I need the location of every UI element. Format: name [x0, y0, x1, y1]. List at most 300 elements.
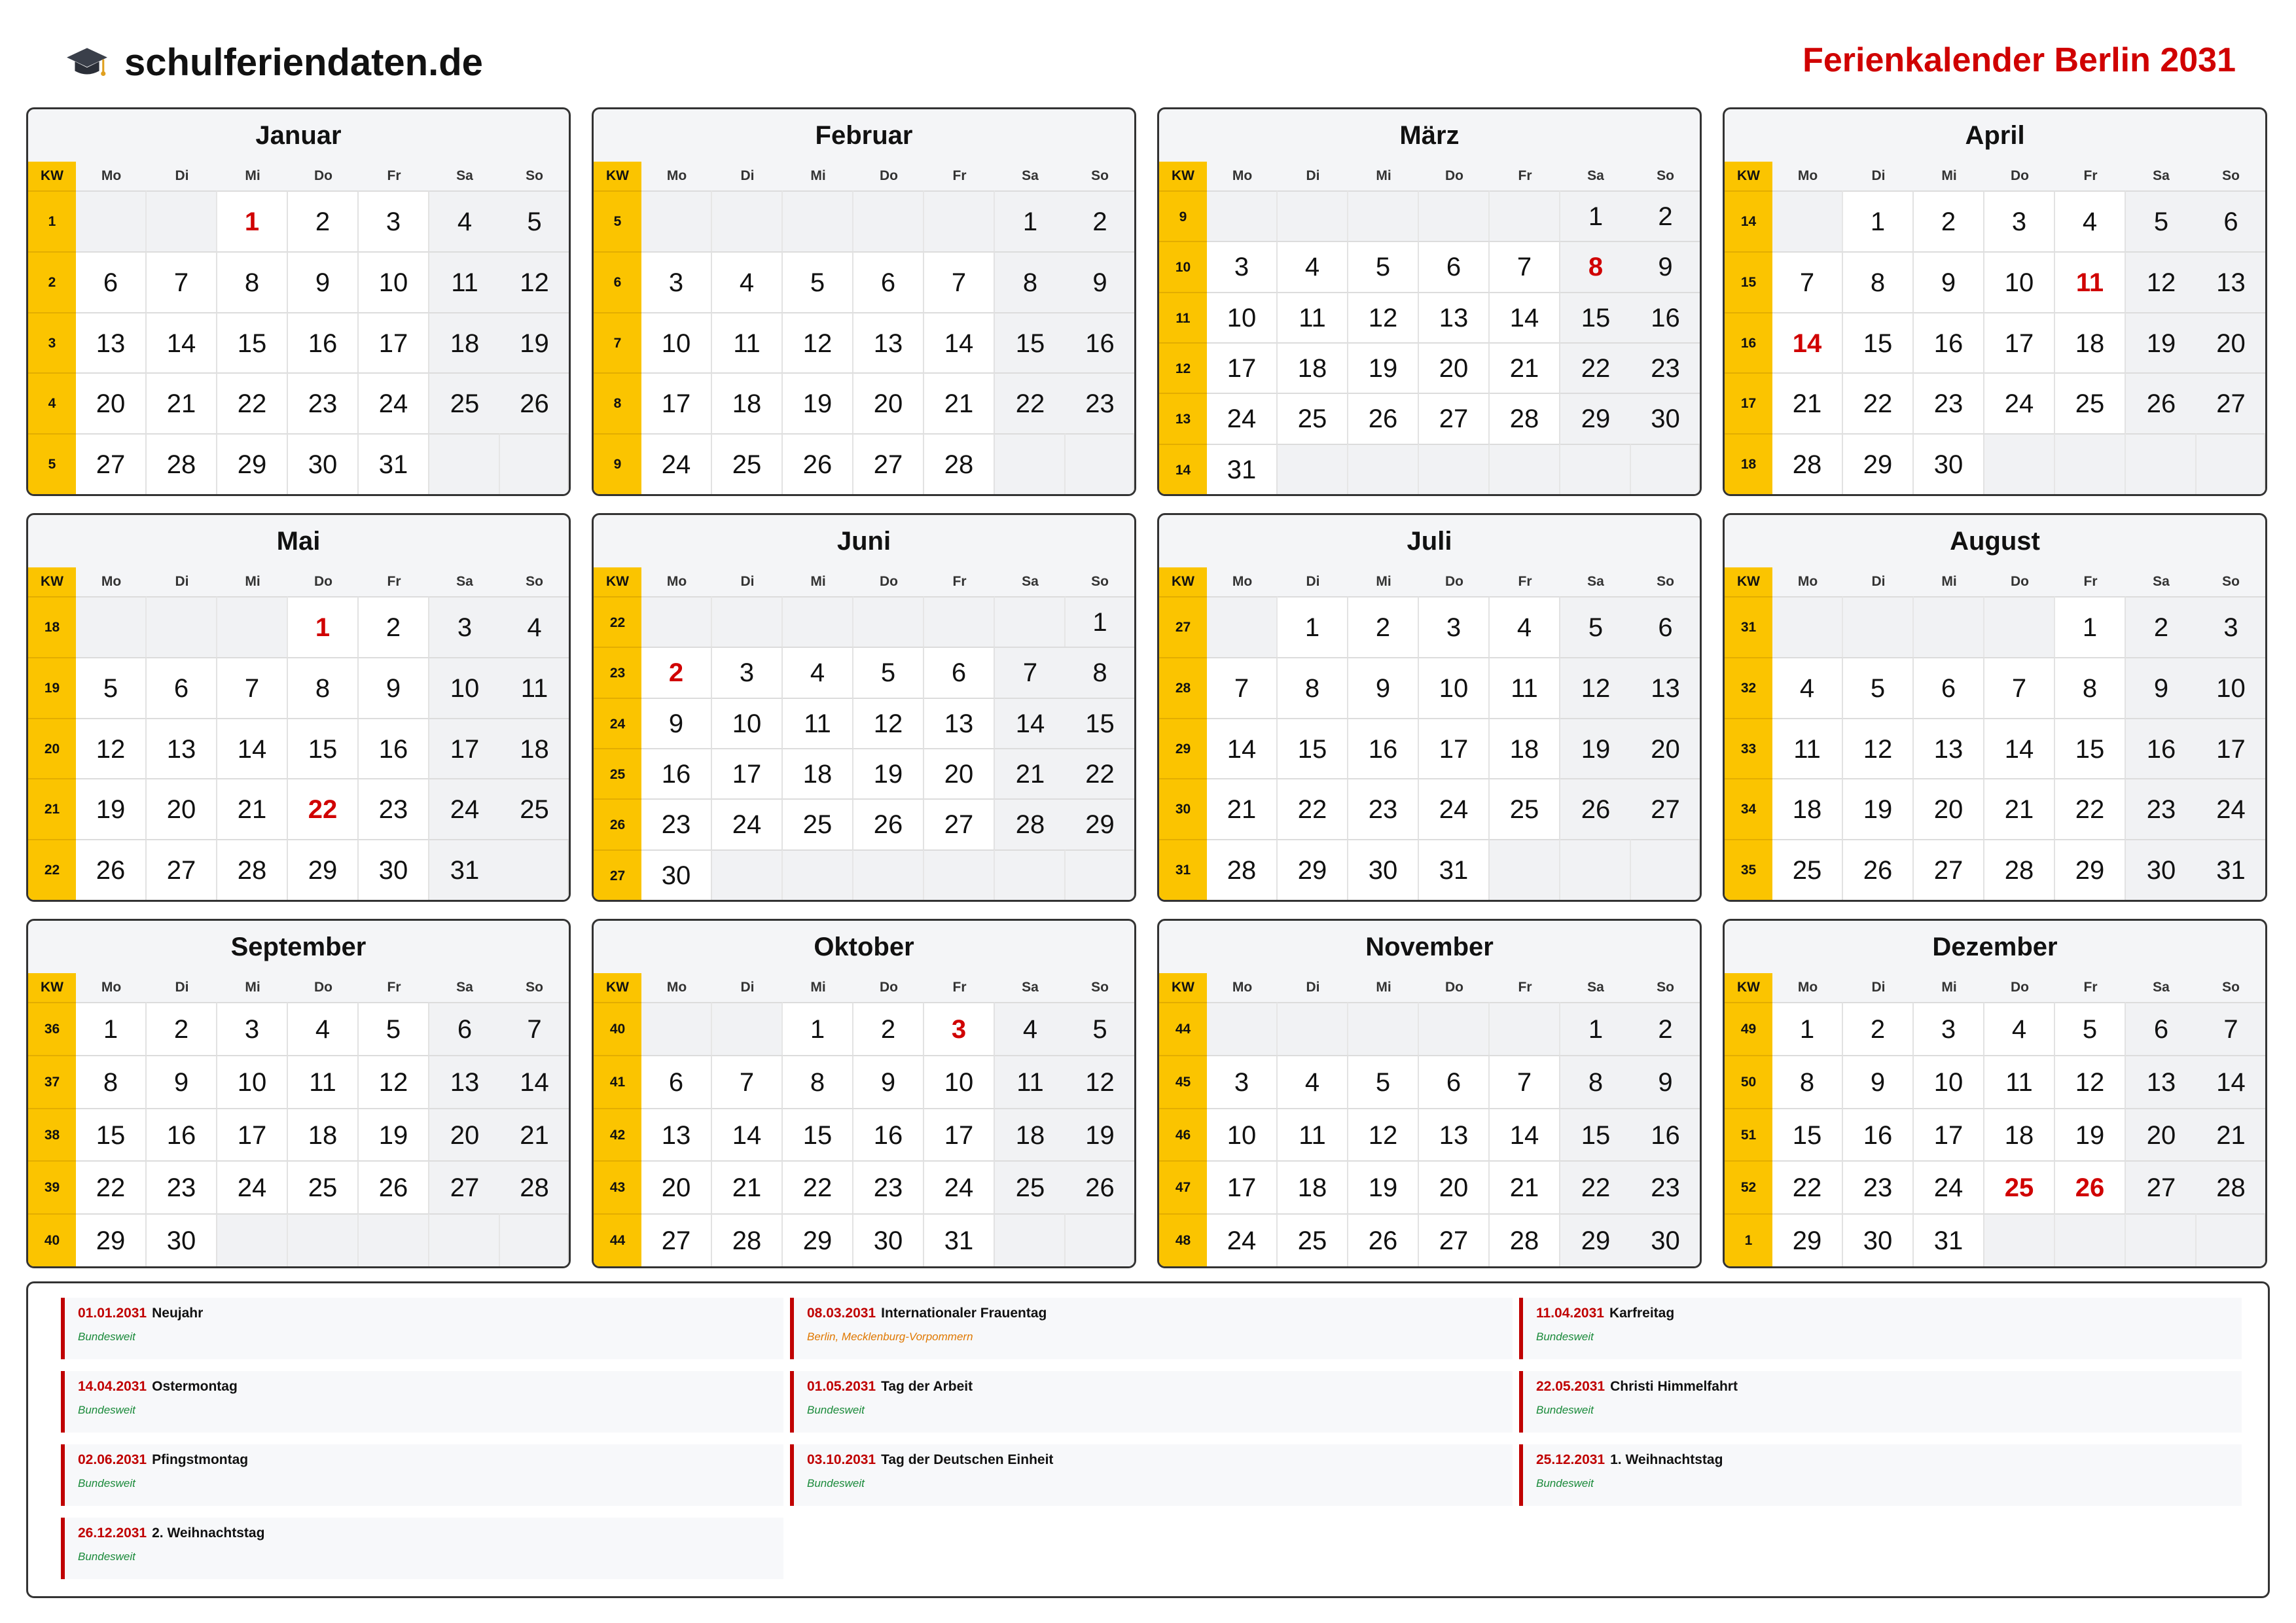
empty-cell: [1490, 1002, 1560, 1055]
day-cell: 17: [217, 1108, 288, 1161]
holiday-line: [1536, 1452, 2242, 1468]
week-number: 22: [28, 839, 76, 900]
weekday-label: Mi: [1376, 574, 1391, 589]
day-cell: 13: [2126, 1055, 2197, 1108]
day-cell: 11: [1278, 292, 1348, 342]
day-cell: 20: [2197, 312, 2265, 373]
holiday-date: 11.04.2031: [1536, 1306, 1604, 1321]
empty-cell: [783, 849, 853, 900]
day-cell: 9: [2126, 657, 2197, 718]
day-cell: 28: [712, 1213, 783, 1266]
day-cell: 4: [1984, 1002, 2055, 1055]
day-cell: 25: [1490, 778, 1560, 839]
day-cell: 1: [1560, 190, 1631, 241]
day-cell: 27: [1914, 839, 1984, 900]
month-november: [1157, 919, 1702, 1268]
day-cell: 8: [76, 1055, 147, 1108]
day-cell: 29: [1066, 798, 1134, 849]
empty-cell: [288, 1213, 359, 1266]
week-number: 32: [1725, 657, 1772, 718]
day-cell: 22: [217, 372, 288, 433]
day-cell: 25: [288, 1160, 359, 1213]
holiday-region: Bundesweit: [807, 1477, 865, 1489]
weekday-label: Sa: [1587, 168, 1604, 183]
holiday-day-cell: 3: [924, 1002, 995, 1055]
week-number: 31: [1159, 839, 1207, 900]
day-cell: 12: [2055, 1055, 2126, 1108]
empty-cell: [1066, 433, 1134, 494]
day-cell: 26: [783, 433, 853, 494]
day-cell: 31: [1914, 1213, 1984, 1266]
weekday-label: Do: [314, 980, 332, 995]
holiday-entry: [790, 1444, 1513, 1506]
weekday-label: Mo: [666, 980, 687, 995]
weekday-label: So: [1091, 980, 1109, 995]
day-cell: 31: [924, 1213, 995, 1266]
week-number: 12: [1159, 342, 1207, 393]
day-cell: 18: [995, 1108, 1066, 1161]
day-cell: 23: [2126, 778, 2197, 839]
week-number: 38: [28, 1108, 76, 1161]
day-cell: 1: [1066, 596, 1134, 647]
day-cell: 17: [2197, 718, 2265, 779]
weekday-label: Fr: [952, 168, 967, 183]
holiday-date: 22.05.2031: [1536, 1379, 1605, 1394]
day-cell: 27: [1419, 1213, 1490, 1266]
day-cell: 24: [1984, 372, 2055, 433]
day-cell: 23: [1843, 1160, 1914, 1213]
day-cell: 27: [147, 839, 217, 900]
weekday-label: Mi: [245, 168, 260, 183]
day-cell: 14: [217, 718, 288, 779]
day-cell: 11: [1772, 718, 1843, 779]
day-cell: 14: [1984, 718, 2055, 779]
weekday-label: Sa: [1587, 980, 1604, 995]
day-cell: 8: [1843, 251, 1914, 312]
day-cell: 26: [1348, 1213, 1419, 1266]
day-cell: 26: [500, 372, 569, 433]
day-cell: 16: [288, 312, 359, 373]
empty-cell: [1348, 444, 1419, 494]
holiday-name: Tag der Deutschen Einheit: [881, 1452, 1054, 1467]
day-cell: 13: [924, 698, 995, 748]
holiday-name: Tag der Arbeit: [881, 1379, 973, 1394]
weekday-label: Mo: [1232, 574, 1253, 589]
weekday-label: Mo: [666, 168, 687, 183]
day-cell: 23: [641, 798, 712, 849]
empty-cell: [995, 849, 1066, 900]
empty-cell: [995, 596, 1066, 647]
empty-cell: [1560, 444, 1631, 494]
day-cell: 13: [1914, 718, 1984, 779]
day-cell: 11: [712, 312, 783, 373]
day-cell: 26: [359, 1160, 429, 1213]
weekday-header: [28, 567, 569, 596]
empty-cell: [2055, 433, 2126, 494]
day-cell: 7: [1490, 1055, 1560, 1108]
day-cell: 31: [359, 433, 429, 494]
day-cell: 10: [1207, 292, 1278, 342]
kw-header: KW: [1725, 567, 1772, 596]
week-number: 36: [28, 1002, 76, 1055]
day-cell: 22: [783, 1160, 853, 1213]
day-cell: 25: [1772, 839, 1843, 900]
week-number: 3: [28, 312, 76, 373]
weekday-header: [1159, 162, 1700, 190]
day-cell: 6: [429, 1002, 500, 1055]
empty-cell: [1914, 596, 1984, 657]
holiday-entry: [61, 1444, 783, 1506]
day-cell: 13: [1419, 292, 1490, 342]
day-cell: 17: [1914, 1108, 1984, 1161]
day-cell: 4: [2055, 190, 2126, 251]
week-number: 31: [1725, 596, 1772, 657]
day-cell: 21: [1772, 372, 1843, 433]
day-cell: 24: [641, 433, 712, 494]
weekday-header: [1159, 567, 1700, 596]
day-cell: 28: [1490, 1213, 1560, 1266]
day-cell: 12: [359, 1055, 429, 1108]
empty-cell: [1490, 190, 1560, 241]
day-cell: 17: [1984, 312, 2055, 373]
empty-cell: [147, 190, 217, 251]
weekday-label: Di: [175, 980, 189, 995]
day-cell: 8: [1066, 647, 1134, 697]
day-cell: 13: [429, 1055, 500, 1108]
holiday-date: 01.05.2031: [807, 1379, 876, 1394]
week-number: 41: [594, 1055, 641, 1108]
day-cell: 19: [359, 1108, 429, 1161]
day-cell: 6: [76, 251, 147, 312]
empty-cell: [924, 596, 995, 647]
empty-cell: [1560, 839, 1631, 900]
day-cell: 10: [217, 1055, 288, 1108]
day-cell: 21: [500, 1108, 569, 1161]
weekday-label: Di: [1871, 980, 1886, 995]
day-cell: 6: [641, 1055, 712, 1108]
empty-cell: [1207, 190, 1278, 241]
day-cell: 24: [217, 1160, 288, 1213]
empty-cell: [1984, 1213, 2055, 1266]
weekday-label: Mo: [1797, 574, 1818, 589]
empty-cell: [217, 1213, 288, 1266]
day-cell: 3: [1984, 190, 2055, 251]
day-cell: 30: [1631, 393, 1700, 443]
empty-cell: [2197, 1213, 2265, 1266]
day-cell: 15: [1560, 292, 1631, 342]
weekday-label: Sa: [1587, 574, 1604, 589]
day-cell: 18: [1490, 718, 1560, 779]
day-cell: 1: [995, 190, 1066, 251]
day-cell: 10: [1984, 251, 2055, 312]
weekday-label: So: [1091, 574, 1109, 589]
day-cell: 25: [783, 798, 853, 849]
empty-cell: [1490, 444, 1560, 494]
day-cell: 27: [2126, 1160, 2197, 1213]
day-cell: 21: [1490, 342, 1560, 393]
weekday-label: Mi: [810, 980, 826, 995]
week-number: 30: [1159, 778, 1207, 839]
holiday-name: Neujahr: [152, 1306, 204, 1321]
weekday-header: [594, 973, 1134, 1002]
day-cell: 7: [217, 657, 288, 718]
empty-cell: [641, 190, 712, 251]
day-cell: 1: [76, 1002, 147, 1055]
week-number: 5: [594, 190, 641, 251]
day-cell: 16: [1843, 1108, 1914, 1161]
week-number: 2: [28, 251, 76, 312]
day-cell: 1: [1843, 190, 1914, 251]
holiday-line: [807, 1379, 1513, 1395]
empty-cell: [217, 596, 288, 657]
day-cell: 19: [1348, 1160, 1419, 1213]
weekday-label: Di: [740, 980, 755, 995]
holiday-name: 2. Weihnachtstag: [152, 1525, 265, 1541]
day-cell: 5: [783, 251, 853, 312]
week-number: 6: [594, 251, 641, 312]
day-cell: 17: [712, 748, 783, 798]
week-number: 37: [28, 1055, 76, 1108]
day-cell: 17: [924, 1108, 995, 1161]
day-cell: 28: [1490, 393, 1560, 443]
day-cell: 27: [641, 1213, 712, 1266]
kw-header: KW: [594, 973, 641, 1002]
weekday-label: So: [2222, 980, 2240, 995]
day-cell: 11: [783, 698, 853, 748]
week-number: 19: [28, 657, 76, 718]
month-dezember: [1723, 919, 2267, 1268]
day-cell: 18: [500, 718, 569, 779]
day-cell: 19: [2126, 312, 2197, 373]
weekday-label: Di: [1306, 980, 1320, 995]
day-cell: 2: [288, 190, 359, 251]
day-cell: 28: [1772, 433, 1843, 494]
day-cell: 19: [1348, 342, 1419, 393]
day-cell: 20: [1631, 718, 1700, 779]
day-cell: 21: [1984, 778, 2055, 839]
day-cell: 8: [1772, 1055, 1843, 1108]
site-name: schulferiendaten.de: [124, 41, 483, 84]
weekday-label: Fr: [1518, 168, 1532, 183]
day-cell: 11: [1278, 1108, 1348, 1161]
holiday-date: 03.10.2031: [807, 1452, 876, 1467]
day-cell: 15: [1066, 698, 1134, 748]
day-cell: 24: [1914, 1160, 1984, 1213]
empty-cell: [1348, 190, 1419, 241]
empty-cell: [1631, 444, 1700, 494]
site-logo[interactable]: [65, 41, 483, 84]
weekday-header: [594, 162, 1134, 190]
day-cell: 1: [1772, 1002, 1843, 1055]
day-cell: 19: [1560, 718, 1631, 779]
week-number: 44: [594, 1213, 641, 1266]
day-cell: 15: [783, 1108, 853, 1161]
week-number: 26: [594, 798, 641, 849]
empty-cell: [429, 1213, 500, 1266]
day-cell: 29: [1560, 393, 1631, 443]
weekday-label: Do: [1445, 168, 1463, 183]
day-cell: 11: [429, 251, 500, 312]
empty-cell: [641, 596, 712, 647]
week-number: 20: [28, 718, 76, 779]
day-cell: 20: [147, 778, 217, 839]
holiday-legend: [26, 1281, 2270, 1598]
week-number: 46: [1159, 1108, 1207, 1161]
weekday-label: Do: [2011, 574, 2029, 589]
day-cell: 22: [1843, 372, 1914, 433]
weekday-label: Mi: [1941, 980, 1957, 995]
week-number: 47: [1159, 1160, 1207, 1213]
day-cell: 27: [429, 1160, 500, 1213]
day-cell: 1: [783, 1002, 853, 1055]
day-cell: 24: [924, 1160, 995, 1213]
day-cell: 7: [1984, 657, 2055, 718]
empty-cell: [1631, 839, 1700, 900]
day-cell: 11: [288, 1055, 359, 1108]
week-number: 28: [1159, 657, 1207, 718]
day-cell: 14: [147, 312, 217, 373]
holiday-day-cell: 8: [1560, 241, 1631, 291]
day-cell: 5: [1843, 657, 1914, 718]
day-cell: 16: [1348, 718, 1419, 779]
day-cell: 17: [1207, 1160, 1278, 1213]
holiday-name: Christi Himmelfahrt: [1610, 1379, 1738, 1394]
holiday-name: Pfingstmontag: [152, 1452, 249, 1467]
holiday-date: 02.06.2031: [78, 1452, 147, 1467]
empty-cell: [712, 596, 783, 647]
day-cell: 13: [2197, 251, 2265, 312]
day-cell: 22: [1560, 1160, 1631, 1213]
day-cell: 10: [359, 251, 429, 312]
day-cell: 8: [217, 251, 288, 312]
day-cell: 2: [1348, 596, 1419, 657]
day-cell: 4: [429, 190, 500, 251]
day-cell: 14: [924, 312, 995, 373]
day-cell: 19: [853, 748, 924, 798]
holiday-name: Ostermontag: [152, 1379, 238, 1394]
day-cell: 4: [783, 647, 853, 697]
day-cell: 30: [641, 849, 712, 900]
holiday-region: Berlin, Mecklenburg-Vorpommern: [807, 1330, 973, 1343]
day-cell: 28: [924, 433, 995, 494]
day-cell: 29: [217, 433, 288, 494]
week-number: 9: [1159, 190, 1207, 241]
weekday-header: [1725, 567, 2265, 596]
day-cell: 23: [1066, 372, 1134, 433]
week-number: 49: [1725, 1002, 1772, 1055]
empty-cell: [783, 190, 853, 251]
day-cell: 29: [1772, 1213, 1843, 1266]
weekday-header: [594, 567, 1134, 596]
day-cell: 12: [2126, 251, 2197, 312]
weekday-label: Di: [1871, 168, 1886, 183]
day-cell: 14: [500, 1055, 569, 1108]
weekday-label: Di: [1871, 574, 1886, 589]
day-cell: 16: [1631, 292, 1700, 342]
holiday-entry: [790, 1371, 1513, 1433]
day-cell: 17: [1207, 342, 1278, 393]
kw-header: KW: [28, 567, 76, 596]
day-cell: 30: [1914, 433, 1984, 494]
day-cell: 6: [924, 647, 995, 697]
month-title: November: [1365, 933, 1494, 961]
day-cell: 28: [217, 839, 288, 900]
day-cell: 12: [500, 251, 569, 312]
month-title: Februar: [815, 121, 913, 150]
day-cell: 21: [217, 778, 288, 839]
day-cell: 2: [359, 596, 429, 657]
day-cell: 13: [76, 312, 147, 373]
day-cell: 9: [1066, 251, 1134, 312]
kw-header: KW: [1159, 567, 1207, 596]
week-number: 9: [594, 433, 641, 494]
empty-cell: [995, 433, 1066, 494]
day-cell: 26: [1348, 393, 1419, 443]
day-cell: 19: [783, 372, 853, 433]
day-cell: 18: [288, 1108, 359, 1161]
day-cell: 10: [1207, 1108, 1278, 1161]
day-cell: 27: [1419, 393, 1490, 443]
day-cell: 15: [1772, 1108, 1843, 1161]
kw-header: KW: [28, 973, 76, 1002]
month-oktober: [592, 919, 1136, 1268]
week-number: 23: [594, 647, 641, 697]
day-cell: 19: [1843, 778, 1914, 839]
day-cell: 10: [1419, 657, 1490, 718]
month-september: [26, 919, 571, 1268]
day-cell: 13: [1631, 657, 1700, 718]
day-cell: 5: [1560, 596, 1631, 657]
holiday-line: [1536, 1306, 2242, 1321]
day-cell: 22: [2055, 778, 2126, 839]
week-number: 43: [594, 1160, 641, 1213]
week-number: 22: [594, 596, 641, 647]
empty-cell: [853, 190, 924, 251]
day-cell: 11: [500, 657, 569, 718]
day-cell: 29: [76, 1213, 147, 1266]
weekday-label: Sa: [456, 574, 473, 589]
empty-cell: [1348, 1002, 1419, 1055]
day-cell: 5: [1348, 1055, 1419, 1108]
weekday-header: [1159, 973, 1700, 1002]
empty-cell: [1207, 596, 1278, 657]
empty-cell: [2197, 433, 2265, 494]
empty-cell: [1419, 190, 1490, 241]
day-cell: 15: [288, 718, 359, 779]
day-cell: 24: [1207, 1213, 1278, 1266]
week-number: 50: [1725, 1055, 1772, 1108]
day-cell: 14: [2197, 1055, 2265, 1108]
weekday-label: Mi: [245, 980, 260, 995]
weekday-label: Di: [1306, 574, 1320, 589]
weekday-label: Do: [880, 574, 898, 589]
day-cell: 23: [359, 778, 429, 839]
day-cell: 9: [147, 1055, 217, 1108]
holiday-entry: [61, 1371, 783, 1433]
day-cell: 9: [1348, 657, 1419, 718]
day-cell: 4: [288, 1002, 359, 1055]
day-cell: 8: [2055, 657, 2126, 718]
day-cell: 19: [500, 312, 569, 373]
day-cell: 7: [995, 647, 1066, 697]
kw-header: KW: [1725, 973, 1772, 1002]
holiday-name: 1. Weihnachtstag: [1610, 1452, 1723, 1467]
kw-header: KW: [594, 162, 641, 190]
day-cell: 5: [359, 1002, 429, 1055]
day-cell: 3: [217, 1002, 288, 1055]
week-number: 29: [1159, 718, 1207, 779]
weekday-label: Sa: [456, 168, 473, 183]
